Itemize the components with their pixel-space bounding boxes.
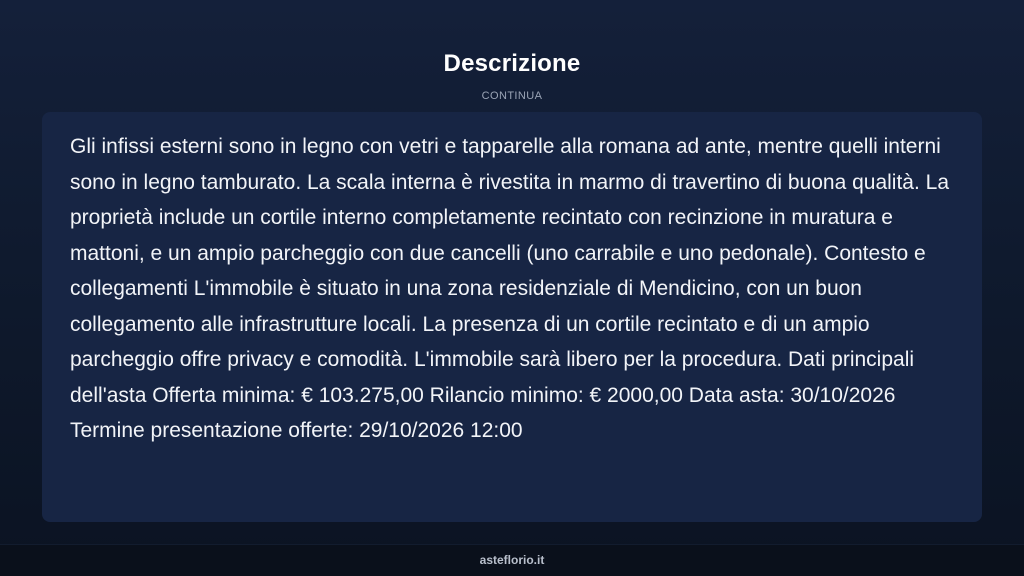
description-text: Gli infissi esterni sono in legno con vetri e tapparelle alla romana ad ante, mentre quelli interni sono in legno tamburato. La scala interna è rivestita in marmo di travertino di buona qualità. La proprietà include un cortile interno completamente recintato con recinzione in muratura e mattoni, e un ampio parcheggio con due cancelli (uno carrabile e uno pedonale). Contesto e collegamenti L'immobile è situato in una zona residenziale di Mendicino, con un buon collegamento alle infrastrutture locali. La presenza di un cortile recintato e di un ampio parcheggio offre privacy e comodità. L'immobile sarà libero per la procedura. Dati principali dell'asta Offerta minima: € 103.275,00 Rilancio minimo: € 2000,00 Data asta: 30/10/2026 Termine presentazione offerte: 29/10/2026 12:00 [70, 135, 950, 442]
footer-site-label: asteflorio.it [479, 553, 545, 567]
footer-bar [0, 544, 1024, 576]
page-title: Descrizione [443, 50, 581, 77]
page-subtitle: CONTINUA [481, 90, 543, 102]
description-card [42, 112, 982, 522]
